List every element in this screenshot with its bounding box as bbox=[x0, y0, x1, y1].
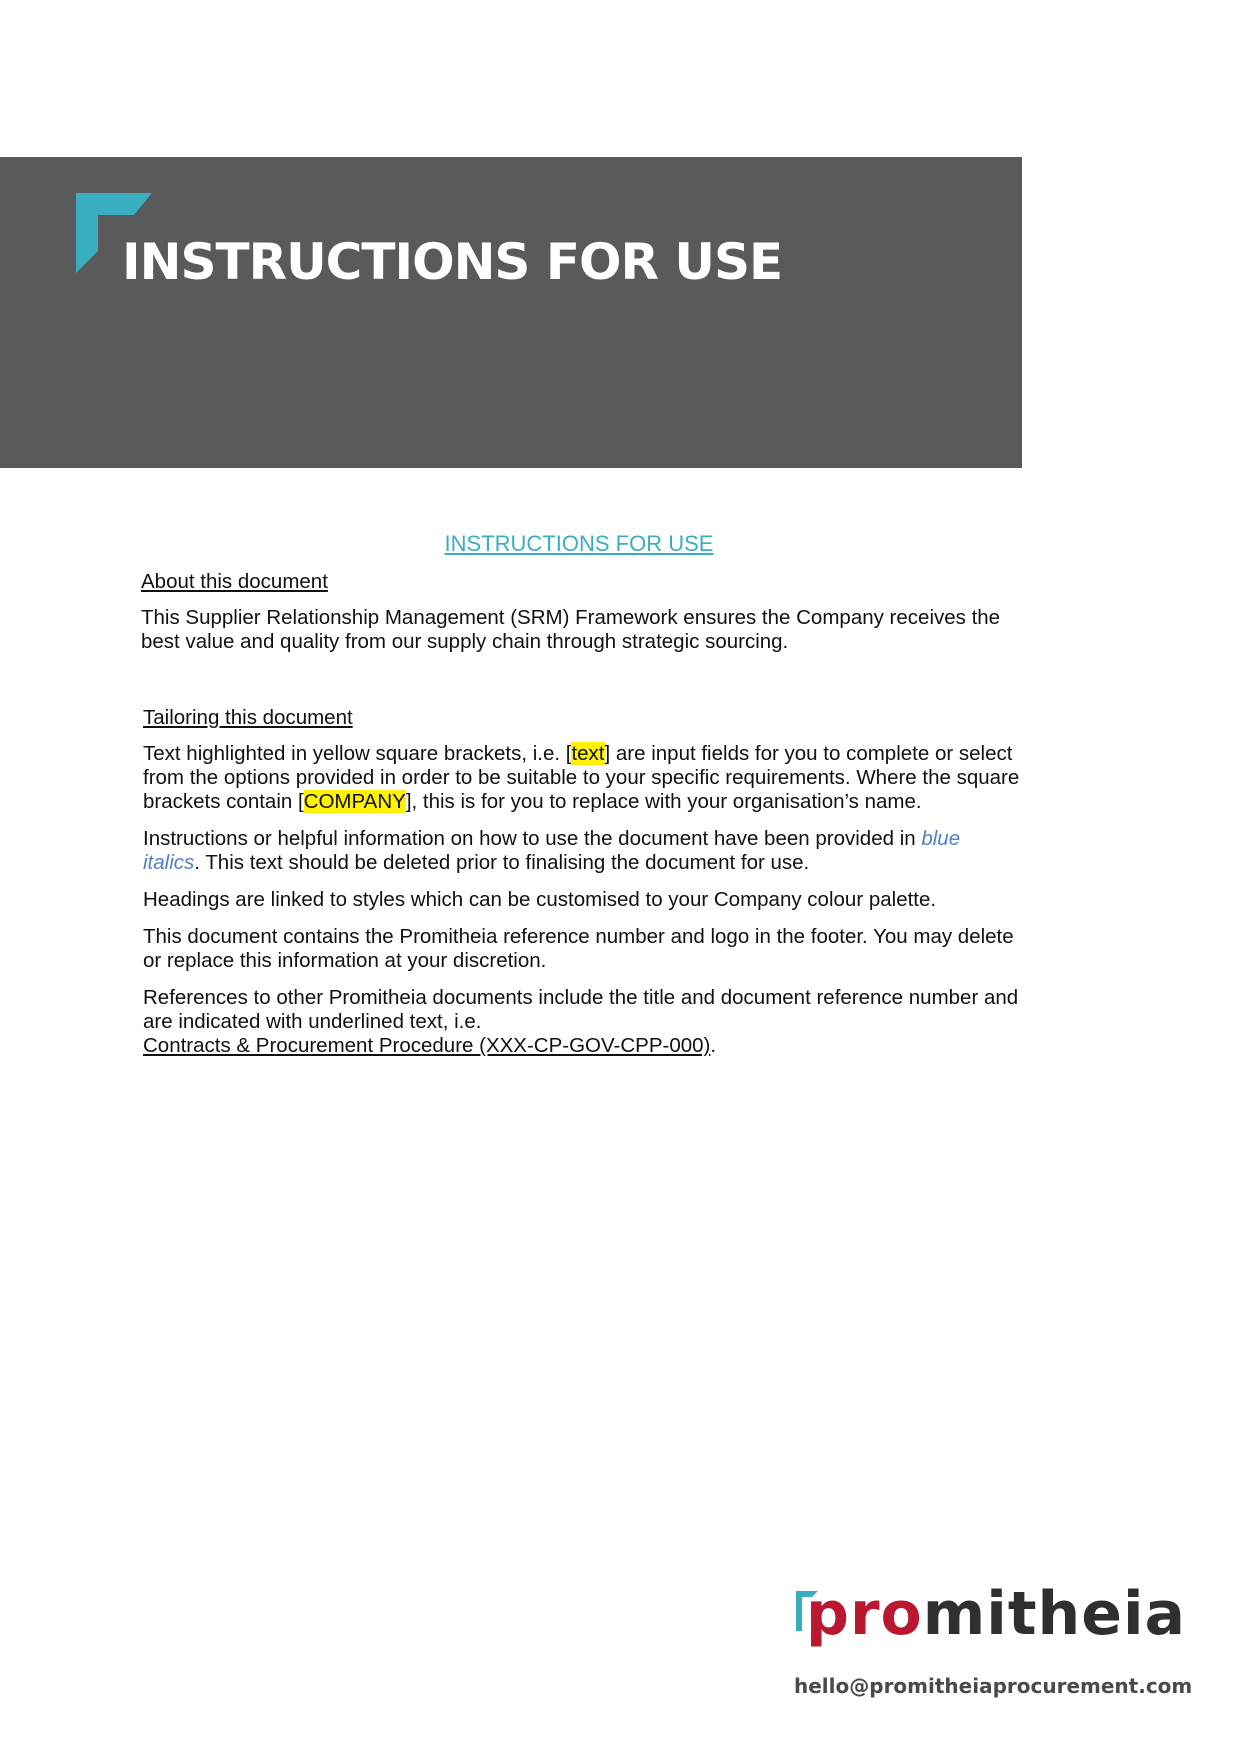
text-run: References to other Promitheia documents include the title and document reference number and are indicated with underlined text, i.e. bbox=[143, 986, 1019, 1033]
banner-title: INSTRUCTIONS FOR USE bbox=[122, 233, 783, 291]
text-run: . This text should be deleted prior to finalising the document for use. bbox=[194, 851, 810, 874]
logo-wordmark-dark: mitheia bbox=[922, 1579, 1186, 1649]
about-section bbox=[141, 570, 1021, 654]
tailoring-section bbox=[141, 706, 1021, 1058]
about-body: This Supplier Relationship Management (SRM) Framework ensures the Company receives the best value and quality from our supply chain through strategic sourcing. bbox=[141, 606, 1001, 653]
tailoring-paragraph-3: Headings are linked to styles which can be customised to your Company colour palette. bbox=[143, 888, 937, 911]
promitheia-logo bbox=[792, 1579, 1186, 1665]
about-heading: About this document bbox=[141, 570, 328, 593]
contact-email[interactable]: hello@promitheiaprocurement.com bbox=[794, 1674, 1193, 1698]
tailoring-paragraph-1 bbox=[143, 742, 1021, 814]
text-run: ] are input fields for you to complete or select from the options provided in order to be suitable to your specific requirements. Where the square brackets contain [ bbox=[143, 742, 1020, 813]
highlighted-field-company: COMPANY bbox=[303, 790, 406, 813]
text-run: Instructions or helpful information on how to use the document have been provided in bbox=[143, 827, 922, 850]
logo-wordmark bbox=[806, 1579, 1186, 1649]
text-run: . bbox=[710, 1034, 717, 1057]
tailoring-paragraph-4: This document contains the Promitheia reference number and logo in the footer. You may delete or replace this information at your discretion. bbox=[143, 925, 1014, 972]
logo-wordmark-red: pro bbox=[806, 1579, 923, 1649]
procedure-reference-link[interactable]: Contracts & Procurement Procedure (XXX-CP-GOV-CPP-000) bbox=[143, 1034, 711, 1057]
text-run: Text highlighted in yellow square brackets, i.e. [ bbox=[143, 742, 572, 765]
blue-italics-example: blue italics bbox=[143, 827, 961, 874]
title-banner bbox=[0, 157, 1022, 468]
tailoring-paragraph-2 bbox=[143, 827, 1021, 875]
document-body bbox=[141, 532, 1021, 1071]
text-run: ], this is for you to replace with your organisation’s name. bbox=[405, 790, 922, 813]
tailoring-heading: Tailoring this document bbox=[143, 706, 353, 729]
tailoring-paragraph-5 bbox=[143, 986, 1021, 1058]
highlighted-field-text: text bbox=[571, 742, 605, 765]
document-title: INSTRUCTIONS FOR USE bbox=[444, 531, 714, 556]
